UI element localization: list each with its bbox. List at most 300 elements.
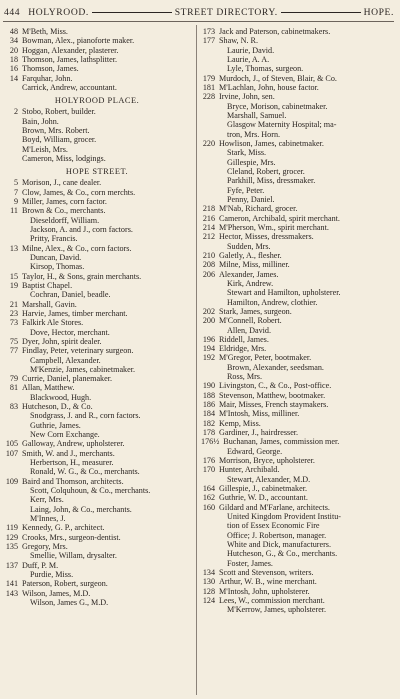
house-number — [201, 447, 219, 456]
directory-entry — [201, 372, 393, 381]
directory-entry — [201, 503, 393, 512]
directory-entry — [201, 139, 393, 148]
entry-text: Wilson, James, M.D. — [22, 588, 91, 598]
entry-text: M'Beth, Miss. — [22, 27, 68, 36]
directory-entry — [201, 83, 393, 92]
house-number: 135 — [5, 542, 18, 552]
directory-entry — [201, 148, 393, 157]
directory-entry — [201, 176, 393, 185]
entry-text: Pritty, Francis. — [30, 234, 78, 244]
house-number: 214 — [202, 222, 215, 232]
directory-entry — [201, 540, 393, 549]
entry-text: Bowman, Alex., pianoforte maker. — [22, 36, 135, 46]
directory-entry — [201, 456, 393, 465]
directory-entry — [201, 400, 393, 409]
house-number: 176 — [202, 456, 215, 466]
house-number: 202 — [202, 306, 215, 316]
house-number: 15 — [9, 271, 18, 281]
house-number: 20 — [9, 45, 18, 55]
house-number — [4, 551, 22, 560]
directory-entry — [201, 92, 393, 101]
house-number: 130 — [202, 577, 215, 587]
house-number: 208 — [202, 260, 215, 270]
directory-entry — [201, 409, 393, 418]
directory-entry — [4, 290, 190, 299]
house-number: 18 — [9, 54, 18, 64]
directory-entry — [4, 523, 190, 532]
house-number — [201, 521, 219, 530]
entry-text: M'Innes, J. — [30, 514, 66, 524]
house-number: 173 — [202, 27, 215, 36]
house-number: 196 — [202, 334, 215, 344]
house-number: 228 — [202, 92, 215, 102]
house-number: 143 — [5, 588, 18, 598]
entry-text: M'Connell, Robert. — [219, 316, 282, 326]
directory-entry — [4, 74, 190, 83]
entry-text: Edward, George. — [227, 446, 283, 456]
entry-text: Guthrie, W. D., accountant. — [219, 493, 308, 503]
house-number: 105 — [5, 439, 18, 449]
entry-text: Laing, John, & Co., merchants. — [30, 504, 132, 514]
directory-entry — [4, 83, 190, 92]
entry-text: Currie, Daniel, planemaker. — [22, 374, 113, 384]
entry-text: Guthrie, James. — [30, 420, 81, 430]
house-number — [4, 411, 22, 420]
house-number — [201, 195, 219, 204]
directory-entry — [4, 253, 190, 262]
directory-entry — [201, 167, 393, 176]
house-number: 210 — [202, 250, 215, 260]
entry-text: Mair, Misses, French staymakers. — [219, 400, 329, 410]
house-number: 186 — [202, 400, 215, 410]
header-rule — [3, 21, 394, 22]
directory-entry — [4, 188, 190, 197]
house-number — [4, 505, 22, 514]
house-number: 9 — [13, 196, 18, 206]
house-number — [4, 421, 22, 430]
directory-entry — [201, 298, 393, 307]
entry-text: M'Kenzie, James, cabinetmaker. — [30, 364, 136, 374]
directory-entry — [201, 559, 393, 568]
entry-text: Stobo, Robert, builder. — [22, 107, 96, 117]
house-number — [201, 512, 219, 521]
directory-entry — [4, 126, 190, 135]
directory-entry — [4, 542, 190, 551]
directory-entry — [4, 262, 190, 271]
entry-text: Office; J. Robertson, manager. — [227, 530, 327, 540]
directory-entry — [201, 251, 393, 260]
directory-entry — [201, 27, 393, 36]
directory-entry — [201, 46, 393, 55]
directory-entry — [201, 531, 393, 540]
entry-text: Buchanan, James, commission mer. — [223, 437, 340, 447]
house-number — [201, 605, 219, 614]
entry-text: tron, Mrs. Horn. — [227, 129, 281, 139]
house-number — [201, 148, 219, 157]
house-number: 182 — [202, 418, 215, 428]
page-header — [4, 4, 394, 20]
house-number: 124 — [202, 596, 215, 606]
house-number — [4, 290, 22, 299]
directory-entry — [201, 335, 393, 344]
entry-text: Lees, W., commission merchant. — [219, 596, 325, 606]
entry-text: Gildard and M'Farlane, architects. — [219, 502, 330, 512]
entry-text: Brown, Mrs. Robert. — [22, 125, 90, 135]
entry-text: Jack and Paterson, cabinetmakers. — [219, 27, 331, 36]
directory-entry — [201, 195, 393, 204]
directory-entry — [201, 64, 393, 73]
directory-entry — [201, 568, 393, 577]
directory-entry — [4, 216, 190, 225]
directory-entry — [201, 605, 393, 614]
directory-entry — [4, 467, 190, 476]
directory-entry — [4, 579, 190, 588]
house-number — [201, 176, 219, 185]
house-number — [201, 167, 219, 176]
entry-text: Bryce, Morison, cabinetmaker. — [227, 101, 328, 111]
directory-entry — [4, 477, 190, 486]
entry-text: Lyle, Thomas, surgeon. — [227, 64, 304, 74]
directory-entry — [201, 475, 393, 484]
house-number: 79 — [9, 374, 18, 384]
entry-text: Morrison, Bryce, upholsterer. — [219, 456, 315, 466]
house-number: 220 — [202, 138, 215, 148]
entry-text: Dove, Hector, merchant. — [30, 327, 110, 337]
directory-entry — [201, 577, 393, 586]
house-number — [4, 253, 22, 262]
house-number: 107 — [5, 448, 18, 458]
directory-entry — [4, 486, 190, 495]
directory-entry — [4, 27, 190, 36]
entry-text: Brown, Alexander, seedsman. — [227, 362, 324, 372]
house-number — [4, 83, 22, 92]
entry-text: Thomson, James. — [22, 64, 79, 74]
entry-text: Gillespie, J., cabinetmaker. — [219, 484, 307, 494]
house-number — [201, 298, 219, 307]
directory-entry — [201, 158, 393, 167]
entry-text: M'Kerrow, James, upholsterer. — [227, 605, 327, 615]
directory-entry — [201, 549, 393, 558]
house-number: 164 — [202, 484, 215, 494]
entry-text: Livingston, C., & Co., Post-office. — [219, 381, 332, 391]
directory-entry — [4, 551, 190, 560]
house-number: 190 — [202, 381, 215, 391]
entry-text: Ross, Mrs. — [227, 372, 262, 382]
entry-text: Kerr, Mrs. — [30, 495, 64, 505]
house-number: 19 — [9, 280, 18, 290]
entry-text: Arthur, W. B., wine merchant. — [219, 577, 317, 587]
entry-text: Scott and Stevenson, writers. — [219, 568, 314, 578]
directory-entry — [4, 598, 190, 607]
directory-entry — [4, 402, 190, 411]
directory-entry — [4, 356, 190, 365]
house-number — [4, 262, 22, 271]
entry-text: Falkirk Ale Stores. — [22, 318, 84, 328]
house-number: 13 — [9, 243, 18, 253]
directory-entry — [201, 493, 393, 502]
house-number — [201, 540, 219, 549]
entry-text: Baird and Thomson, architects. — [22, 476, 124, 486]
street-heading: HOLYROOD PLACE. — [54, 96, 140, 106]
directory-entry — [4, 64, 190, 73]
entry-text: Stewart and Hamilton, upholsterer. — [227, 288, 341, 298]
directory-entry — [4, 318, 190, 327]
entry-text: Wilson, James G., M.D. — [30, 598, 109, 608]
house-number — [4, 216, 22, 225]
entry-text: Jackson, A. and J., corn factors. — [30, 224, 133, 234]
entry-text: Cochran, Daniel, beadle. — [30, 290, 111, 300]
directory-entry — [201, 242, 393, 251]
entry-text: Herbertson, H., measurer. — [30, 458, 114, 468]
entry-text: M'Nab, Richard, grocer. — [219, 204, 298, 214]
entry-text: Milne, Alex., & Co., corn factors. — [22, 243, 132, 253]
entry-text: Hutcheson, D., & Co. — [22, 402, 93, 412]
directory-entry — [4, 421, 190, 430]
entry-text: Clow, James, & Co., corn merchts. — [22, 187, 136, 197]
entry-text: Penny, Daniel. — [227, 194, 275, 204]
right-column — [201, 27, 393, 615]
house-number — [4, 365, 22, 374]
entry-text: Farquhar, John. — [22, 73, 73, 83]
house-number: 48 — [9, 27, 18, 36]
house-number — [4, 145, 22, 154]
directory-entry — [4, 374, 190, 383]
house-number — [4, 598, 22, 607]
directory-entry — [4, 145, 190, 154]
directory-entry — [201, 465, 393, 474]
entry-text: Purdie, Miss. — [30, 570, 74, 580]
house-number — [4, 570, 22, 579]
house-number — [201, 46, 219, 55]
entry-text: Kirsop, Thomas. — [30, 262, 85, 272]
entry-text: Bain, John. — [22, 116, 59, 126]
directory-entry — [4, 561, 190, 570]
entry-text: Cameron, Miss, lodgings. — [22, 153, 106, 163]
directory-entry — [201, 130, 393, 139]
house-number: 128 — [202, 586, 215, 596]
directory-entry — [201, 437, 393, 446]
house-number — [201, 549, 219, 558]
house-number — [201, 186, 219, 195]
directory-entry — [4, 154, 190, 163]
entry-text: Smith, W. and J., merchants. — [22, 448, 115, 458]
house-number — [201, 102, 219, 111]
directory-entry — [4, 505, 190, 514]
directory-entry — [201, 419, 393, 428]
entry-text: Murdoch, J., of Steven, Blair, & Co. — [219, 73, 337, 83]
entry-text: Gardiner, J., hairdresser. — [219, 428, 299, 438]
house-number: 134 — [202, 568, 215, 578]
entry-text: United Kingdom Provident Institu- — [227, 512, 341, 522]
directory-entry — [4, 570, 190, 579]
house-number — [4, 234, 22, 243]
house-number: 178 — [202, 428, 215, 438]
entry-text: Smellie, Willam, drysalter. — [30, 551, 117, 561]
house-number — [201, 372, 219, 381]
directory-entry — [4, 514, 190, 523]
directory-entry — [201, 428, 393, 437]
directory-entry — [201, 316, 393, 325]
entry-text: M'Leish, Mrs. — [22, 144, 68, 154]
directory-entry — [201, 307, 393, 316]
entry-text: Blackwood, Hugh. — [30, 392, 92, 402]
entry-text: Hector, Misses, dressmakers. — [219, 232, 314, 242]
entry-text: Ronald, W. G., & Co., merchants. — [30, 467, 140, 477]
house-number: 194 — [202, 344, 215, 354]
directory-entry — [201, 587, 393, 596]
entry-text: Fyfe, Peter. — [227, 185, 265, 195]
directory-entry — [201, 363, 393, 372]
house-number — [201, 120, 219, 129]
entry-text: Foster, James. — [227, 558, 273, 568]
entry-text: Laurie, A. A. — [227, 54, 270, 64]
directory-entry — [201, 279, 393, 288]
directory-entry — [201, 521, 393, 530]
entry-text: Kemp, Miss. — [219, 418, 261, 428]
entry-text: Scott, Colquhoun, & Co., merchants. — [30, 486, 151, 496]
directory-entry — [4, 328, 190, 337]
entry-text: Gillespie, Mrs. — [227, 157, 276, 167]
entry-text: Paterson, Robert, surgeon. — [22, 579, 108, 589]
house-number: 83 — [9, 402, 18, 412]
entry-text: Crooks, Mrs., surgeon-dentist. — [22, 532, 121, 542]
entry-text: Duncan, David. — [30, 252, 82, 262]
directory-entry — [201, 512, 393, 521]
entry-text: Cleland, Robert, grocer. — [227, 166, 305, 176]
house-number: 212 — [202, 232, 215, 242]
directory-entry — [201, 326, 393, 335]
house-number: 5 — [13, 178, 18, 188]
directory-entry — [4, 281, 190, 290]
entry-text: Marshall, Gavin. — [22, 299, 77, 309]
house-number — [201, 64, 219, 73]
house-number — [4, 467, 22, 476]
house-number: 81 — [9, 383, 18, 393]
directory-entry — [201, 288, 393, 297]
house-number: 14 — [9, 73, 18, 83]
house-number — [201, 363, 219, 372]
directory-entry — [4, 346, 190, 355]
directory-entry — [201, 120, 393, 129]
directory-entry — [4, 197, 190, 206]
directory-entry — [4, 365, 190, 374]
entry-text: Carrick, Andrew, accountant. — [22, 82, 117, 92]
directory-entry — [4, 55, 190, 64]
directory-entry — [4, 225, 190, 234]
page-number: 444 — [4, 6, 21, 18]
house-number: 188 — [202, 390, 215, 400]
entry-text: Galloway, Andrew, upholsterer. — [22, 439, 125, 449]
directory-entry — [4, 178, 190, 187]
entry-text: Brown & Co., merchants. — [22, 206, 106, 216]
entry-text: Alexander, James. — [219, 269, 279, 279]
directory-entry — [4, 430, 190, 439]
house-number — [4, 356, 22, 365]
house-number: 179 — [202, 73, 215, 83]
column-divider — [196, 25, 197, 695]
entry-text: M'Lachlan, John, house factor. — [219, 82, 319, 92]
house-number — [201, 531, 219, 540]
entry-text: Hutcheson, G., & Co., merchants. — [227, 549, 338, 559]
directory-entry — [4, 533, 190, 542]
house-number — [201, 475, 219, 484]
entry-text: M'Gregor, Peter, bootmaker. — [219, 353, 312, 363]
house-number — [201, 111, 219, 120]
house-number — [4, 328, 22, 337]
header-left-street: HOLYROOD. — [28, 6, 89, 18]
house-number — [4, 486, 22, 495]
entry-text: Kennedy, G. P., architect. — [22, 523, 105, 533]
left-column — [4, 27, 190, 607]
house-number: 162 — [202, 493, 215, 503]
directory-entry — [4, 383, 190, 392]
house-number: 192 — [202, 353, 215, 363]
entry-text: M'Pherson, Wm., spirit merchant. — [219, 222, 329, 232]
directory-entry — [4, 107, 190, 116]
house-number: 21 — [9, 299, 18, 309]
house-number — [4, 225, 22, 234]
entry-text: Gregory, Mrs. — [22, 542, 68, 552]
entry-text: M'Intosh, Miss, milliner. — [219, 409, 300, 419]
entry-text: Harvie, James, timber merchant. — [22, 308, 128, 318]
header-title: STREET DIRECTORY. — [174, 6, 278, 18]
entry-text: Howlison, James, cabinetmaker. — [219, 138, 324, 148]
house-number — [4, 135, 22, 144]
house-number: 141 — [5, 579, 18, 589]
house-number: 170 — [202, 465, 215, 475]
house-number: 77 — [9, 346, 18, 356]
house-number — [4, 495, 22, 504]
house-number: 7 — [13, 187, 18, 197]
house-number: 137 — [5, 560, 18, 570]
directory-entry — [201, 74, 393, 83]
entry-text: Dieseldorff, William. — [30, 215, 100, 225]
house-number: 184 — [202, 409, 215, 419]
entry-text: Snodgrass, J. and R., corn factors. — [30, 411, 141, 421]
house-number — [4, 458, 22, 467]
house-number: 11 — [10, 206, 18, 216]
header-dash-right — [281, 12, 361, 13]
directory-entry — [4, 458, 190, 467]
entry-text: Eldridge, Mrs. — [219, 344, 267, 354]
house-number: 181 — [202, 82, 215, 92]
directory-entry — [4, 135, 190, 144]
entry-text: Marshall, Samuel. — [227, 110, 287, 120]
entry-text: Stewart, Alexander, M.D. — [227, 474, 311, 484]
house-number: 119 — [6, 523, 18, 533]
directory-entry — [4, 439, 190, 448]
house-number — [201, 55, 219, 64]
entry-text: Parkhill, Miss, dressmaker. — [227, 176, 316, 186]
entry-text: Miller, James, corn factor. — [22, 196, 107, 206]
directory-entry — [201, 214, 393, 223]
entry-text: Milne, Miss, milliner. — [219, 260, 290, 270]
entry-text: Dyer, John, spirit dealer. — [22, 336, 102, 346]
directory-entry — [201, 111, 393, 120]
house-number: 216 — [202, 213, 215, 223]
house-number: 73 — [9, 318, 18, 328]
house-number: 218 — [202, 204, 215, 214]
directory-entry — [201, 353, 393, 362]
house-number: 176½ — [201, 437, 220, 447]
entry-text: Hamilton, Andrew, clothier. — [227, 297, 318, 307]
directory-entry — [4, 234, 190, 243]
entry-text: M'Intosh, John, upholsterer. — [219, 586, 310, 596]
street-heading: HOPE STREET. — [65, 167, 129, 177]
house-number — [4, 126, 22, 135]
house-number — [4, 154, 22, 163]
entry-text: Findlay, Peter, veterinary surgeon. — [22, 346, 134, 356]
